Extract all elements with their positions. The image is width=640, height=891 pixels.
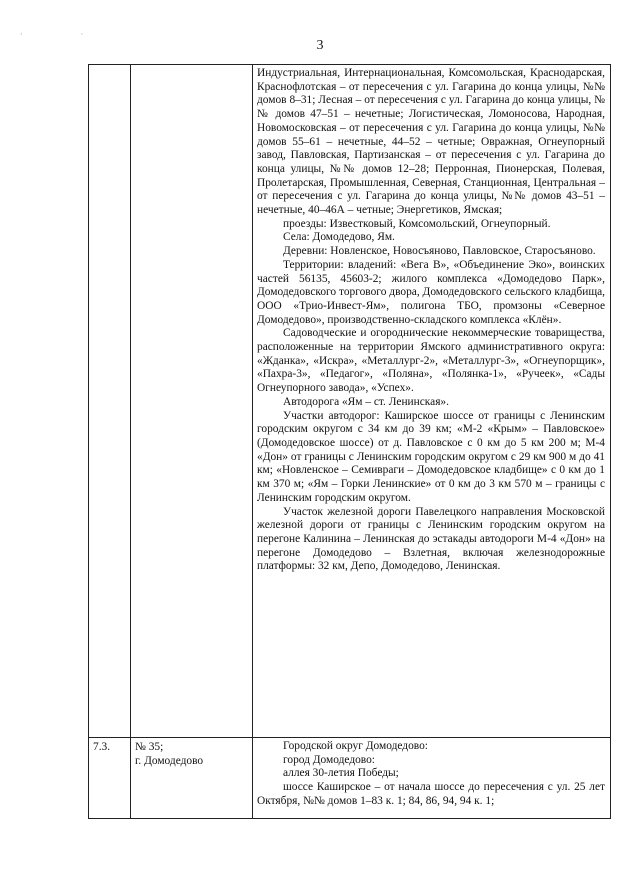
district-number: № 35;: [135, 741, 164, 753]
territory-description-cell: [253, 65, 611, 738]
territory-paragraph: аллея 30-летия Победы;: [283, 767, 399, 780]
territory-description-cell: [253, 738, 611, 819]
territory-paragraph: Автодорога «Ям – ст. Ленинская».: [283, 395, 449, 408]
table-row: [89, 738, 611, 819]
row-number-cell: [89, 65, 131, 738]
district-name: г. Домодедово: [135, 754, 204, 767]
territory-paragraph: проезды: Известковый, Комсомольский, Огнеупорный.: [283, 217, 551, 230]
territory-paragraph: Участки автодорог: Каширское шоссе от границы с Ленинским городским округом с 34 км до 39 км; «М-2 «Крым» – Павловское» (Домодедовское шоссе) от д. Павловское с 0 км до 5 км 200 м; М-4 «Дон» от границы с Ленинским городским округом с 29 км 900 м до 41 км; «Новленское – Семивраги – Домодедовское кладбище» с 0 км до 1 км 370 м; «Ям – Горки Ленинские» от 0 км до 3 км 570 м – границы с Ленинским городским округом.: [257, 409, 605, 504]
page-number: 3: [316, 38, 324, 53]
territory-paragraph: Индустриальная, Интернациональная, Комсомольская, Краснодарская, Краснофлотская – от пересечения с ул. Гагарина до конца улицы, №№ домов 8–31; Лесная – от пересечения с ул. Гагарина до конца улицы, №№ домов 47–51 – нечетные; Логистическая, Ломоносова, Народная, Новомосковская – от пересечения с ул. Гагарина до конца улицы, №№ домов 55–61 – нечетные, 44–52 – четные; Овражная, Огнеупорный завод, Павловская, Партизанская – от пересечения с ул. Гагарина до конца улицы, №№ домов 12–28; Перронная, Пионерская, Полевая, Пролетарская, Промышленная, Северная, Станционная, Центральная – от пересечения с ул. Гагарина до конца улицы, №№ домов 43–51 – нечетные, 40–46А – четные; Энергетиков, Ямская;: [257, 67, 605, 217]
row-number: 7.3.: [93, 741, 111, 753]
district-cell: [131, 65, 253, 738]
territory-paragraph: Деревни: Новленское, Новосъяново, Павловское, Старосъяново.: [283, 245, 596, 258]
table-row: [89, 65, 611, 738]
territory-paragraph: Садоводческие и огороднические некоммерческие товарищества, расположенные на территории Ямского административного округа: «Жданка», «Искра», «Металлург-2», «Металлург-3», «Огнеупорщик», «Пахра-3», «Педагог», «Поляна», «Полянка-1», «Ручеек», «Сады Огнеупорного завода», «Успех».: [257, 327, 605, 395]
districts-table: [88, 64, 611, 819]
territory-paragraph: город Домодедово:: [283, 753, 375, 766]
territory-paragraph: Участок железной дороги Павелецкого направления Московской железной дороги от границы с Ленинским городским округом на перегоне Калинина – Ленинская до эстакады автодороги М-4 «Дон» на перегоне Домодедово – Взлетная, включая железнодорожные платформы: 32 км, Депо, Домодедово, Ленинская.: [257, 505, 605, 573]
scan-specks: · ·: [20, 30, 112, 39]
territory-paragraph: Территории: владений: «Вега В», «Объединение Эко», воинских частей 56135, 45603-2; жилого комплекса «Домодедово Парк», Домодедовского торгового двора, Домодедовского сельского кладбища, ООО «Трио-Инвест-Ям», полигона ТБО, промзоны «Северное Домодедово», производственно-складского комплекса «Клён».: [257, 258, 605, 326]
territory-paragraph: шоссе Каширское – от начала шоссе до пересечения с ул. 25 лет Октября, №№ домов 1–83 к. 1; 84, 86, 94, 94 к. 1;: [257, 781, 605, 807]
district-cell: [131, 738, 253, 819]
territory-paragraph: Села: Домодедово, Ям.: [283, 231, 395, 244]
row-number-cell: [89, 738, 131, 819]
territory-paragraph: Городской округ Домодедово:: [283, 740, 428, 752]
